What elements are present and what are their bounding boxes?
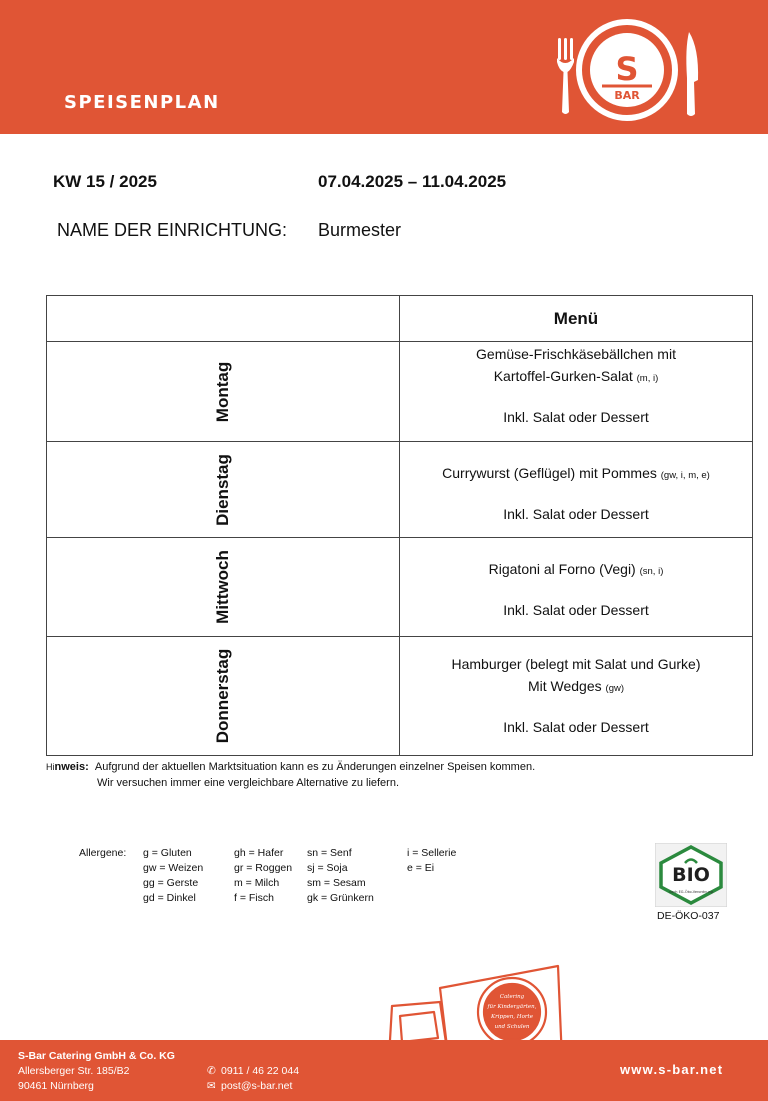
menu-row-thursday xyxy=(47,637,753,756)
notice xyxy=(46,759,535,791)
allergen-item: sj = Soja xyxy=(307,862,348,874)
dish-allergens: (sn, i) xyxy=(639,566,664,577)
dish-extra: Inkl. Salat oder Dessert xyxy=(503,506,649,522)
menu-table xyxy=(46,295,753,756)
day-label-thursday: Donnerstag xyxy=(213,648,232,744)
day-cell xyxy=(47,442,400,538)
footer-email-text: post@s-bar.net xyxy=(221,1080,293,1092)
dish-allergens: (gw, i, m, e) xyxy=(660,470,710,481)
allergen-item: sm = Sesam xyxy=(307,877,366,889)
mail-icon: ✉ xyxy=(207,1080,216,1092)
dish-cell-monday xyxy=(400,342,753,442)
bio-small-text: nach EG-Öko-Verordnung xyxy=(668,890,714,894)
bio-logo-text: BIO xyxy=(672,864,710,886)
notice-prefix-bold: nweis: xyxy=(54,761,89,773)
allergen-column-3 xyxy=(307,846,374,906)
bio-seal-icon xyxy=(655,843,727,907)
logo-letter: S xyxy=(615,50,639,88)
notice-line-2: Wir versuchen immer eine vergleichbare Alternative zu liefern. xyxy=(97,777,400,789)
s-bar-logo xyxy=(552,18,702,122)
allergen-item: sn = Senf xyxy=(307,847,352,859)
footer-street: Allersberger Str. 185/B2 xyxy=(18,1065,130,1077)
allergen-item: gw = Weizen xyxy=(143,862,204,874)
menu-header: Menü xyxy=(400,296,753,342)
allergen-item: g = Gluten xyxy=(143,847,192,859)
truck-sign-line: Krippen, Horte xyxy=(490,1014,534,1020)
allergen-item: gk = Grünkern xyxy=(307,892,374,904)
truck-sign-line: und Schulen xyxy=(494,1024,530,1030)
allergen-item: e = Ei xyxy=(407,862,435,874)
menu-row-monday xyxy=(47,342,753,442)
dish-extra: Inkl. Salat oder Dessert xyxy=(503,602,649,618)
dish-cell-thursday xyxy=(400,637,753,756)
day-cell xyxy=(47,637,400,756)
day-cell xyxy=(47,342,400,442)
footer xyxy=(0,1040,768,1101)
truck-sign-line: für Kindergärten, xyxy=(487,1004,537,1010)
footer-website: www.s-bar.net xyxy=(620,1062,724,1077)
date-range: 07.04.2025 – 11.04.2025 xyxy=(318,172,507,191)
allergen-column-4 xyxy=(407,846,456,876)
dish-extra: Inkl. Salat oder Dessert xyxy=(503,409,649,425)
day-cell xyxy=(47,538,400,637)
institution-label: NAME DER EINRICHTUNG: xyxy=(57,220,288,240)
allergen-item: gr = Roggen xyxy=(234,862,293,874)
allergen-column-1 xyxy=(143,846,203,906)
bio-code: DE-ÖKO-037 xyxy=(657,910,720,922)
menu-row-wednesday xyxy=(47,538,753,637)
page-title: SPEISENPLAN xyxy=(64,92,220,113)
notice-prefix-small: Hi xyxy=(46,762,55,772)
dish-extra: Inkl. Salat oder Dessert xyxy=(503,719,649,735)
notice-line-1: Aufgrund der aktuellen Marktsituation kann es zu Änderungen einzelner Speisen kommen. xyxy=(94,761,536,773)
knife-icon xyxy=(686,32,698,116)
footer-company: S-Bar Catering GmbH & Co. KG xyxy=(18,1050,175,1062)
dish-line: Kartoffel-Gurken-Salat xyxy=(493,368,633,384)
dish-cell-tuesday xyxy=(400,442,753,538)
allergen-item: m = Milch xyxy=(234,877,280,889)
allergen-column-2 xyxy=(234,846,292,906)
dish-cell-wednesday xyxy=(400,538,753,637)
day-header-cell xyxy=(47,296,400,342)
dish-line: Mit Wedges xyxy=(527,678,602,694)
footer-city: 90461 Nürnberg xyxy=(18,1080,94,1092)
allergen-item: i = Sellerie xyxy=(407,847,457,859)
dish-line: Hamburger (belegt mit Salat und Gurke) xyxy=(451,656,701,672)
allergen-item: gg = Gerste xyxy=(143,877,199,889)
dish-allergens: (gw) xyxy=(605,683,625,694)
dish-line: Currywurst (Geflügel) mit Pommes xyxy=(442,465,657,481)
day-label-wednesday: Mittwoch xyxy=(213,550,232,624)
footer-phone-text: 0911 / 46 22 044 xyxy=(221,1065,300,1077)
logo-text: BAR xyxy=(614,89,640,102)
menu-header-row xyxy=(47,296,753,342)
allergen-item: gd = Dinkel xyxy=(143,892,196,904)
footer-phone xyxy=(207,1065,299,1077)
fork-icon xyxy=(557,38,574,114)
allergen-legend-label: Allergene: xyxy=(79,847,127,859)
calendar-week: KW 15 / 2025 xyxy=(53,172,157,191)
dish-allergens: (m, i) xyxy=(636,373,659,384)
dish-line: Rigatoni al Forno (Vegi) xyxy=(488,561,636,577)
menu-row-tuesday xyxy=(47,442,753,538)
truck-sign-line: Catering xyxy=(499,994,525,1000)
header-banner xyxy=(0,0,768,134)
institution-value: Burmester xyxy=(318,220,402,240)
day-label-monday: Montag xyxy=(213,361,232,422)
footer-email xyxy=(207,1080,292,1092)
allergen-item: gh = Hafer xyxy=(234,847,284,859)
phone-icon: ✆ xyxy=(207,1065,216,1077)
allergen-item: f = Fisch xyxy=(234,892,274,904)
day-label-tuesday: Dienstag xyxy=(213,453,232,526)
dish-line: Gemüse-Frischkäsebällchen mit xyxy=(476,346,676,362)
